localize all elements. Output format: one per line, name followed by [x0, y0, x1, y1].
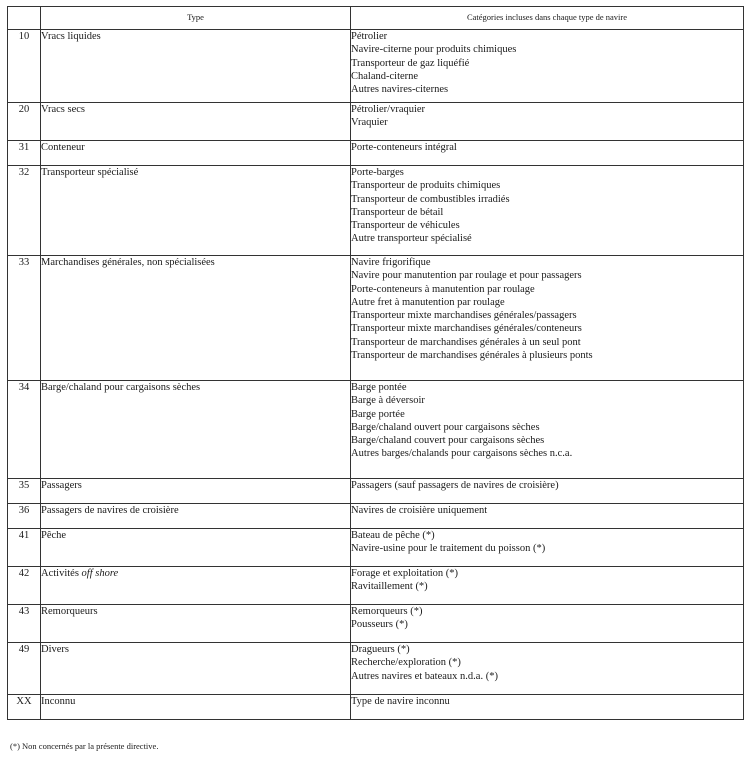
- vessel-categories: [351, 256, 744, 381]
- header-categories: Catégories incluses dans chaque type de navire: [351, 7, 744, 30]
- category-item: Navire frigorifique: [351, 257, 431, 268]
- vessel-code: 42: [8, 567, 41, 605]
- category-item: Transporteur de marchandises générales à un seul pont: [351, 336, 581, 348]
- vessel-type: [41, 103, 351, 141]
- vessel-type-label: Inconnu: [41, 696, 76, 707]
- vessel-type-label: Marchandises générales, non spécialisées: [41, 257, 215, 268]
- vessel-type-label: Pêche: [41, 530, 67, 541]
- category-item: Pousseurs (*): [351, 619, 408, 631]
- vessel-type: [41, 166, 351, 256]
- category-item: Transporteur de combustibles irradiés: [351, 193, 510, 205]
- table-body: [8, 30, 744, 720]
- footnote: (*) Non concernés par la présente directive.: [10, 741, 159, 751]
- table-row: [8, 529, 744, 567]
- vessel-type-label: Conteneur: [41, 142, 85, 153]
- vessel-type-label: Passagers de navires de croisière: [41, 505, 179, 516]
- category-item: Autres navires et bateaux n.d.a. (*): [351, 670, 498, 682]
- vessel-type-label: Divers: [41, 644, 69, 655]
- vessel-type-label: Transporteur spécialisé: [41, 167, 139, 178]
- table-row: [8, 479, 744, 504]
- category-item: Barge/chaland ouvert pour cargaisons sèches: [351, 421, 540, 433]
- category-item: Transporteur de gaz liquéfié: [351, 57, 470, 69]
- table-row: [8, 30, 744, 103]
- category-item: Barge portée: [351, 408, 405, 420]
- vessel-code: 36: [8, 504, 41, 529]
- vessel-type-label: Vracs secs: [41, 104, 85, 115]
- category-item: Porte-conteneurs intégral: [351, 142, 457, 153]
- header-type: Type: [41, 7, 351, 30]
- vessel-type: [41, 605, 351, 643]
- category-item: Autre transporteur spécialisé: [351, 233, 472, 245]
- vessel-categories: [351, 103, 744, 141]
- category-item: Porte-conteneurs à manutention par roulage: [351, 283, 535, 295]
- category-item: Barge pontée: [351, 382, 407, 393]
- vessel-categories: [351, 529, 744, 567]
- vessel-type-label: Activités: [41, 568, 82, 579]
- category-item: Vraquier: [351, 117, 388, 129]
- category-item: Barge/chaland couvert pour cargaisons sèches: [351, 435, 545, 447]
- table-row: [8, 695, 744, 720]
- category-item: Navire-citerne pour produits chimiques: [351, 44, 517, 56]
- table-row: [8, 381, 744, 479]
- vessel-code: 31: [8, 141, 41, 166]
- category-item: Transporteur mixte marchandises générales/passagers: [351, 310, 577, 322]
- category-item: Navires de croisière uniquement: [351, 505, 488, 516]
- category-item: Passagers (sauf passagers de navires de croisière): [351, 480, 559, 491]
- header-code: [8, 7, 41, 30]
- category-item: Ravitaillement (*): [351, 581, 428, 593]
- category-item: Bateau de pêche (*): [351, 530, 435, 541]
- category-item: Navire pour manutention par roulage et pour passagers: [351, 270, 582, 282]
- table-row: [8, 256, 744, 381]
- table-row: [8, 103, 744, 141]
- category-item: Transporteur de marchandises générales à plusieurs ponts: [351, 350, 593, 362]
- vessel-categories: [351, 381, 744, 479]
- vessel-code: XX: [8, 695, 41, 720]
- vessel-code: 20: [8, 103, 41, 141]
- vessel-type: [41, 567, 351, 605]
- vessel-code: 41: [8, 529, 41, 567]
- vessel-type-label: Barge/chaland pour cargaisons sèches: [41, 382, 201, 393]
- category-item: Chaland-citerne: [351, 70, 419, 82]
- category-item: Transporteur de bétail: [351, 206, 444, 218]
- vessel-categories: [351, 605, 744, 643]
- vessel-type: [41, 529, 351, 567]
- category-item: Pétrolier/vraquier: [351, 104, 426, 115]
- vessel-code: 32: [8, 166, 41, 256]
- vessel-type-label: Passagers: [41, 480, 82, 491]
- category-item: Remorqueurs (*): [351, 606, 423, 617]
- table-row: [8, 567, 744, 605]
- vessel-categories: [351, 479, 744, 504]
- vessel-type: [41, 256, 351, 381]
- category-item: Recherche/exploration (*): [351, 657, 461, 669]
- vessel-code: 34: [8, 381, 41, 479]
- table-row: [8, 643, 744, 695]
- category-item: Transporteur de véhicules: [351, 220, 460, 232]
- vessel-type: [41, 695, 351, 720]
- category-item: Transporteur de produits chimiques: [351, 180, 501, 192]
- vessel-categories: [351, 504, 744, 529]
- category-item: Barge à déversoir: [351, 395, 425, 407]
- vessel-categories: [351, 166, 744, 256]
- category-item: Forage et exploitation (*): [351, 568, 459, 579]
- vessel-code: 43: [8, 605, 41, 643]
- category-item: Pétrolier: [351, 31, 388, 42]
- vessel-code: 35: [8, 479, 41, 504]
- category-item: Porte-barges: [351, 167, 404, 178]
- vessel-categories: [351, 30, 744, 103]
- category-item: Transporteur mixte marchandises générales/conteneurs: [351, 323, 582, 335]
- vessel-code: 49: [8, 643, 41, 695]
- table-row: [8, 605, 744, 643]
- vessel-type-label: Remorqueurs: [41, 606, 98, 617]
- category-item: Type de navire inconnu: [351, 696, 450, 707]
- category-item: Navire-usine pour le traitement du poisson (*): [351, 543, 546, 555]
- vessel-categories: [351, 567, 744, 605]
- category-item: Autres navires-citernes: [351, 84, 449, 96]
- vessel-categories: [351, 643, 744, 695]
- category-item: Dragueurs (*): [351, 644, 410, 655]
- table-header-row: [8, 7, 744, 30]
- vessel-categories: [351, 695, 744, 720]
- vessel-type: [41, 30, 351, 103]
- category-item: Autres barges/chalands pour cargaisons sèches n.c.a.: [351, 448, 573, 460]
- vessel-type: [41, 381, 351, 479]
- vessel-type: [41, 504, 351, 529]
- category-item: Autre fret à manutention par roulage: [351, 296, 505, 308]
- vessel-categories: [351, 141, 744, 166]
- vessel-type: [41, 479, 351, 504]
- vessel-type: [41, 141, 351, 166]
- vessel-code: 10: [8, 30, 41, 103]
- table-row: [8, 141, 744, 166]
- vessel-type-italic: off shore: [81, 568, 119, 579]
- vessel-type-table: [7, 6, 744, 720]
- vessel-type: [41, 643, 351, 695]
- table-row: [8, 166, 744, 256]
- vessel-code: 33: [8, 256, 41, 381]
- vessel-type-label: Vracs liquides: [41, 31, 101, 42]
- table-row: [8, 504, 744, 529]
